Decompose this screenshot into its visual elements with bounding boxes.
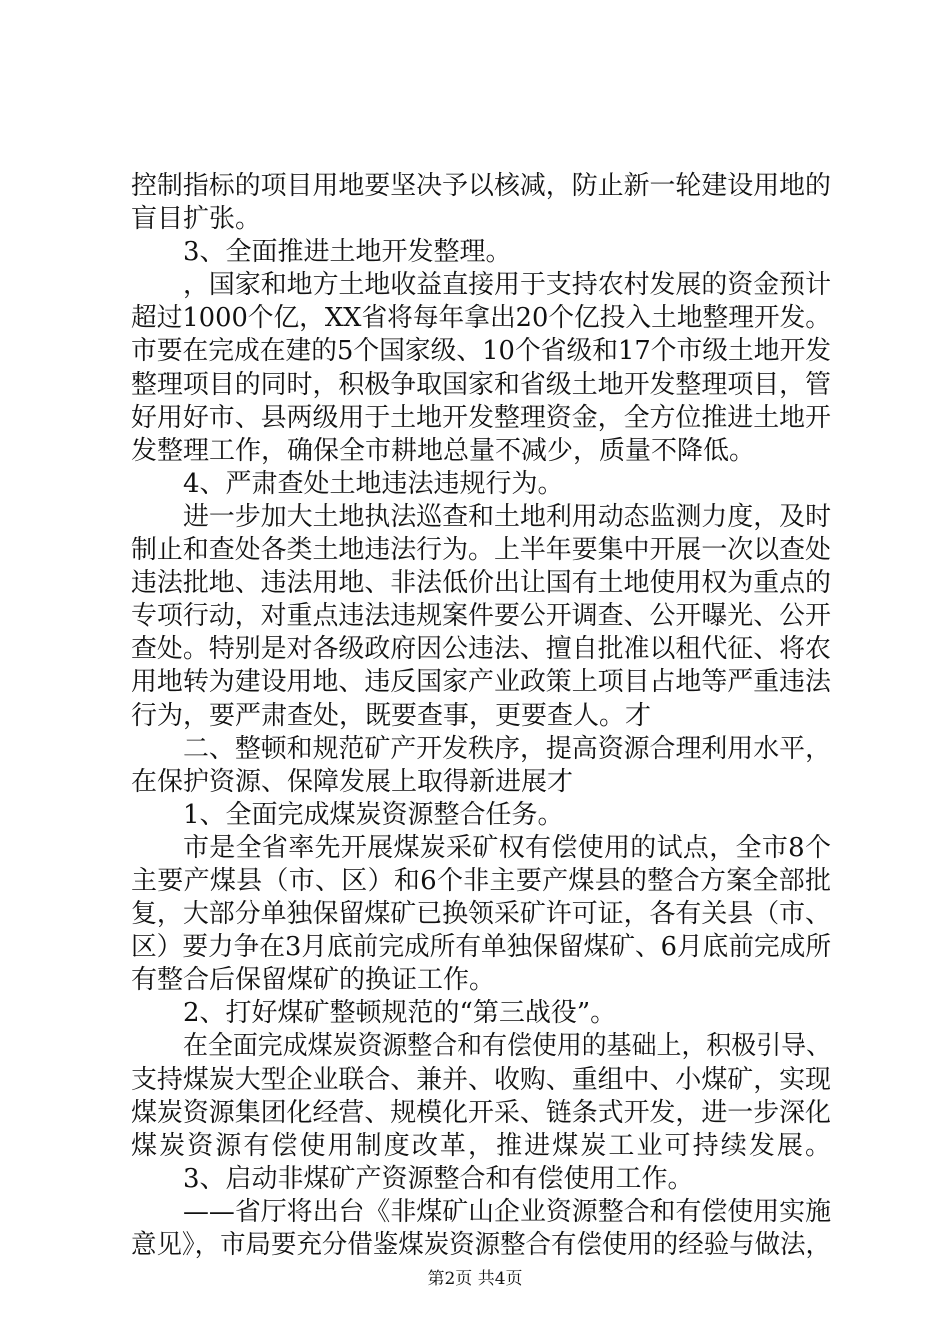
text-line: 4、严肃查处土地违法违规行为。: [183, 468, 564, 499]
text-line: 市要在完成在建的5个国家级、10个省级和17个市级土地开发: [131, 336, 831, 367]
text-line: 2、打好煤矿整顿规范的“第三战役”。: [183, 998, 617, 1029]
text-line: 查处。特别是对各级政府因公违法、擅自批准以租代征、将农: [131, 634, 831, 665]
text-line: 有整合后保留煤矿的换证工作。: [131, 965, 496, 996]
text-line: 行为，要严肃查处，既要查事，更要查人。才: [131, 700, 652, 731]
text-line: 专项行动，对重点违法违规案件要公开调查、公开曝光、公开: [131, 601, 831, 632]
page-footer: 第2页 共4页: [427, 1269, 523, 1289]
text-line: 在全面完成煤炭资源整合和有偿使用的基础上，积极引导、: [183, 1031, 831, 1062]
text-line: 1、全面完成煤炭资源整合任务。: [183, 799, 564, 830]
text-line: ——省厅将出台《非煤矿山企业资源整合和有偿使用实施: [183, 1196, 831, 1227]
text-line: 整理项目的同时，积极争取国家和省级土地开发整理项目，管: [131, 369, 831, 400]
text-line: 主要产煤县（市、区）和6个非主要产煤县的整合方案全部批: [131, 865, 832, 896]
text-line: 制止和查处各类土地违法行为。上半年要集中开展一次以查处: [131, 535, 831, 566]
text-line: 支持煤炭大型企业联合、兼并、收购、重组中、小煤矿，实现: [131, 1064, 831, 1095]
text-line: 用地转为建设用地、违反国家产业政策上项目占地等严重违法: [131, 667, 831, 698]
text-line: 区）要力争在3月底前完成所有单独保留煤矿、6月底前完成所: [131, 932, 831, 963]
text-line: 超过1000个亿，XX省将每年拿出20个亿投入土地整理开发。: [131, 303, 831, 334]
text-line: 好用好市、县两级用于土地开发整理资金，全方位推进土地开: [131, 402, 831, 433]
text-line: 市是全省率先开展煤炭采矿权有偿使用的试点，全市8个: [183, 832, 832, 863]
text-line: 进一步加大土地执法巡查和土地利用动态监测力度，及时: [183, 501, 831, 532]
text-line: 在保护资源、保障发展上取得新进展才: [131, 766, 574, 797]
text-line: ，国家和地方土地收益直接用于支持农村发展的资金预计: [183, 270, 831, 301]
text-line: 3、启动非煤矿产资源整合和有偿使用工作。: [183, 1163, 694, 1194]
text-line: 二、整顿和规范矿产开发秩序，提高资源合理利用水平，: [183, 733, 831, 764]
text-line: 煤炭资源有偿使用制度改革，推进煤炭工业可持续发展。: [131, 1130, 834, 1161]
text-line: 3、全面推进土地开发整理。: [183, 237, 512, 268]
text-line: 煤炭资源集团化经营、规模化开采、链条式开发，进一步深化: [131, 1097, 831, 1128]
text-line: 复，大部分单独保留煤矿已换领采矿许可证，各有关县（市、: [131, 899, 831, 930]
text-line: 盲目扩张。: [131, 204, 262, 235]
document-body: [131, 170, 834, 1262]
text-line: 违法批地、违法用地、非法低价出让国有土地使用权为重点的: [131, 568, 831, 599]
text-line: 意见》，市局要充分借鉴煤炭资源整合有偿使用的经验与做法，: [131, 1230, 831, 1260]
text-line: 发整理工作，确保全市耕地总量不减少，质量不降低。: [131, 435, 756, 466]
text-line: 控制指标的项目用地要坚决予以核减，防止新一轮建设用地的: [131, 171, 831, 201]
